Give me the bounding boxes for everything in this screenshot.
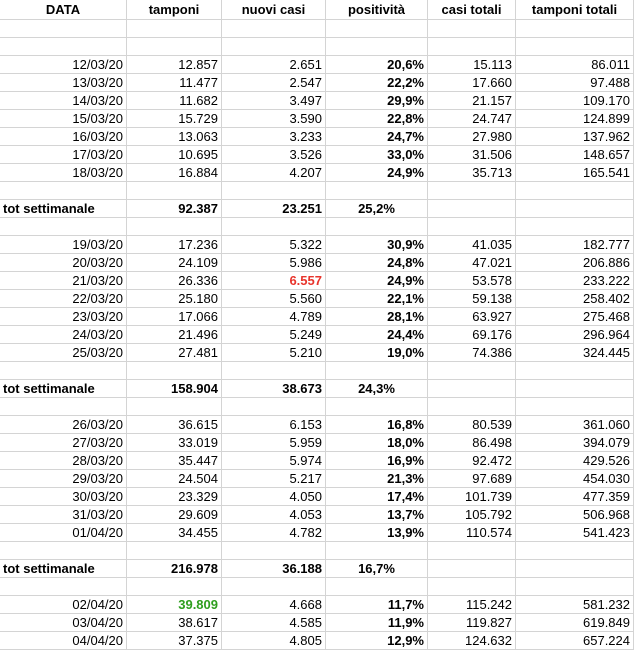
cell-casi-totali[interactable]: 105.792 xyxy=(428,506,516,524)
cell-tamponi[interactable]: 35.447 xyxy=(127,452,222,470)
cell-tamponi[interactable]: 15.729 xyxy=(127,110,222,128)
cell-blank[interactable] xyxy=(516,218,634,236)
cell-blank[interactable] xyxy=(516,182,634,200)
cell-date[interactable]: 12/03/20 xyxy=(0,56,127,74)
cell-blank[interactable] xyxy=(0,362,127,380)
cell-tamponi-totali[interactable]: 182.777 xyxy=(516,236,634,254)
cell-nuovi-casi[interactable]: 5.959 xyxy=(222,434,326,452)
cell-blank[interactable] xyxy=(428,182,516,200)
cell-tamponi-totali[interactable]: 581.232 xyxy=(516,596,634,614)
cell-date[interactable]: 16/03/20 xyxy=(0,128,127,146)
total-tamponi-totali[interactable] xyxy=(516,560,634,578)
total-nuovi-casi[interactable]: 38.673 xyxy=(222,380,326,398)
cell-nuovi-casi[interactable]: 2.547 xyxy=(222,74,326,92)
cell-casi-totali[interactable]: 31.506 xyxy=(428,146,516,164)
cell-tamponi[interactable]: 11.682 xyxy=(127,92,222,110)
cell-tamponi[interactable]: 39.809 xyxy=(127,596,222,614)
cell-blank[interactable] xyxy=(326,398,428,416)
cell-blank[interactable] xyxy=(0,38,127,56)
cell-tamponi[interactable]: 10.695 xyxy=(127,146,222,164)
cell-date[interactable]: 03/04/20 xyxy=(0,614,127,632)
cell-tamponi-totali[interactable]: 258.402 xyxy=(516,290,634,308)
total-tamponi-totali[interactable] xyxy=(516,380,634,398)
cell-tamponi[interactable]: 37.375 xyxy=(127,632,222,650)
cell-casi-totali[interactable]: 21.157 xyxy=(428,92,516,110)
cell-date[interactable]: 04/04/20 xyxy=(0,632,127,650)
cell-blank[interactable] xyxy=(516,398,634,416)
cell-tamponi[interactable]: 27.481 xyxy=(127,344,222,362)
cell-blank[interactable] xyxy=(326,218,428,236)
cell-nuovi-casi[interactable]: 3.590 xyxy=(222,110,326,128)
cell-blank[interactable] xyxy=(428,362,516,380)
cell-blank[interactable] xyxy=(428,578,516,596)
cell-tamponi[interactable]: 38.617 xyxy=(127,614,222,632)
cell-blank[interactable] xyxy=(127,362,222,380)
cell-blank[interactable] xyxy=(516,578,634,596)
cell-date[interactable]: 18/03/20 xyxy=(0,164,127,182)
cell-tamponi-totali[interactable]: 148.657 xyxy=(516,146,634,164)
cell-tamponi-totali[interactable]: 361.060 xyxy=(516,416,634,434)
cell-tamponi-totali[interactable]: 275.468 xyxy=(516,308,634,326)
total-positivita[interactable]: 25,2% xyxy=(326,200,428,218)
cell-casi-totali[interactable]: 35.713 xyxy=(428,164,516,182)
cell-positivita[interactable]: 22,1% xyxy=(326,290,428,308)
cell-blank[interactable] xyxy=(326,542,428,560)
cell-tamponi-totali[interactable]: 109.170 xyxy=(516,92,634,110)
cell-nuovi-casi[interactable]: 4.053 xyxy=(222,506,326,524)
header-casi-totali[interactable]: casi totali xyxy=(428,0,516,20)
total-casi-totali[interactable] xyxy=(428,380,516,398)
cell-blank[interactable] xyxy=(127,38,222,56)
cell-positivita[interactable]: 13,9% xyxy=(326,524,428,542)
cell-positivita[interactable]: 20,6% xyxy=(326,56,428,74)
cell-positivita[interactable]: 11,7% xyxy=(326,596,428,614)
cell-casi-totali[interactable]: 92.472 xyxy=(428,452,516,470)
cell-positivita[interactable]: 24,4% xyxy=(326,326,428,344)
cell-tamponi[interactable]: 17.066 xyxy=(127,308,222,326)
cell-positivita[interactable]: 24,7% xyxy=(326,128,428,146)
cell-blank[interactable] xyxy=(0,578,127,596)
cell-blank[interactable] xyxy=(127,182,222,200)
cell-nuovi-casi[interactable]: 4.789 xyxy=(222,308,326,326)
cell-blank[interactable] xyxy=(516,20,634,38)
cell-casi-totali[interactable]: 80.539 xyxy=(428,416,516,434)
cell-casi-totali[interactable]: 41.035 xyxy=(428,236,516,254)
cell-nuovi-casi[interactable]: 3.526 xyxy=(222,146,326,164)
cell-blank[interactable] xyxy=(0,542,127,560)
cell-positivita[interactable]: 11,9% xyxy=(326,614,428,632)
cell-date[interactable]: 21/03/20 xyxy=(0,272,127,290)
cell-blank[interactable] xyxy=(326,578,428,596)
cell-nuovi-casi[interactable]: 5.249 xyxy=(222,326,326,344)
cell-blank[interactable] xyxy=(127,578,222,596)
cell-casi-totali[interactable]: 27.980 xyxy=(428,128,516,146)
cell-tamponi-totali[interactable]: 97.488 xyxy=(516,74,634,92)
cell-tamponi[interactable]: 36.615 xyxy=(127,416,222,434)
cell-nuovi-casi[interactable]: 4.585 xyxy=(222,614,326,632)
cell-blank[interactable] xyxy=(516,38,634,56)
cell-tamponi-totali[interactable]: 506.968 xyxy=(516,506,634,524)
cell-blank[interactable] xyxy=(222,182,326,200)
cell-casi-totali[interactable]: 63.927 xyxy=(428,308,516,326)
cell-date[interactable]: 13/03/20 xyxy=(0,74,127,92)
cell-casi-totali[interactable]: 124.632 xyxy=(428,632,516,650)
cell-blank[interactable] xyxy=(222,542,326,560)
cell-blank[interactable] xyxy=(516,542,634,560)
total-positivita[interactable]: 16,7% xyxy=(326,560,428,578)
cell-tamponi-totali[interactable]: 429.526 xyxy=(516,452,634,470)
cell-tamponi[interactable]: 24.109 xyxy=(127,254,222,272)
cell-date[interactable]: 26/03/20 xyxy=(0,416,127,434)
total-tamponi[interactable]: 158.904 xyxy=(127,380,222,398)
cell-nuovi-casi[interactable]: 3.497 xyxy=(222,92,326,110)
cell-nuovi-casi[interactable]: 5.560 xyxy=(222,290,326,308)
cell-positivita[interactable]: 18,0% xyxy=(326,434,428,452)
cell-blank[interactable] xyxy=(127,20,222,38)
cell-tamponi-totali[interactable]: 394.079 xyxy=(516,434,634,452)
cell-positivita[interactable]: 24,8% xyxy=(326,254,428,272)
cell-nuovi-casi[interactable]: 4.668 xyxy=(222,596,326,614)
cell-blank[interactable] xyxy=(428,38,516,56)
cell-tamponi[interactable]: 11.477 xyxy=(127,74,222,92)
cell-positivita[interactable]: 24,9% xyxy=(326,272,428,290)
cell-casi-totali[interactable]: 15.113 xyxy=(428,56,516,74)
cell-positivita[interactable]: 22,2% xyxy=(326,74,428,92)
cell-tamponi-totali[interactable]: 541.423 xyxy=(516,524,634,542)
total-tamponi[interactable]: 92.387 xyxy=(127,200,222,218)
cell-positivita[interactable]: 21,3% xyxy=(326,470,428,488)
total-tamponi-totali[interactable] xyxy=(516,200,634,218)
total-casi-totali[interactable] xyxy=(428,200,516,218)
cell-tamponi-totali[interactable]: 137.962 xyxy=(516,128,634,146)
cell-date[interactable]: 02/04/20 xyxy=(0,596,127,614)
total-date[interactable]: tot settimanale xyxy=(0,200,127,218)
cell-tamponi[interactable]: 26.336 xyxy=(127,272,222,290)
cell-nuovi-casi[interactable]: 5.986 xyxy=(222,254,326,272)
cell-tamponi[interactable]: 23.329 xyxy=(127,488,222,506)
cell-positivita[interactable]: 19,0% xyxy=(326,344,428,362)
total-date[interactable]: tot settimanale xyxy=(0,560,127,578)
cell-tamponi[interactable]: 16.884 xyxy=(127,164,222,182)
cell-blank[interactable] xyxy=(222,38,326,56)
cell-nuovi-casi[interactable]: 4.207 xyxy=(222,164,326,182)
cell-tamponi[interactable]: 24.504 xyxy=(127,470,222,488)
cell-tamponi-totali[interactable]: 165.541 xyxy=(516,164,634,182)
cell-casi-totali[interactable]: 110.574 xyxy=(428,524,516,542)
cell-blank[interactable] xyxy=(222,578,326,596)
cell-blank[interactable] xyxy=(428,218,516,236)
cell-casi-totali[interactable]: 74.386 xyxy=(428,344,516,362)
cell-blank[interactable] xyxy=(516,362,634,380)
cell-nuovi-casi[interactable]: 4.805 xyxy=(222,632,326,650)
cell-casi-totali[interactable]: 59.138 xyxy=(428,290,516,308)
cell-blank[interactable] xyxy=(0,182,127,200)
cell-positivita[interactable]: 12,9% xyxy=(326,632,428,650)
cell-casi-totali[interactable]: 101.739 xyxy=(428,488,516,506)
total-tamponi[interactable]: 216.978 xyxy=(127,560,222,578)
cell-blank[interactable] xyxy=(326,182,428,200)
cell-blank[interactable] xyxy=(222,218,326,236)
cell-casi-totali[interactable]: 24.747 xyxy=(428,110,516,128)
cell-blank[interactable] xyxy=(0,20,127,38)
cell-positivita[interactable]: 28,1% xyxy=(326,308,428,326)
cell-tamponi[interactable]: 34.455 xyxy=(127,524,222,542)
cell-date[interactable]: 25/03/20 xyxy=(0,344,127,362)
cell-casi-totali[interactable]: 86.498 xyxy=(428,434,516,452)
cell-blank[interactable] xyxy=(127,542,222,560)
cell-tamponi-totali[interactable]: 477.359 xyxy=(516,488,634,506)
header-tamponi-totali[interactable]: tamponi totali xyxy=(516,0,634,20)
cell-blank[interactable] xyxy=(0,398,127,416)
cell-date[interactable]: 14/03/20 xyxy=(0,92,127,110)
cell-positivita[interactable]: 22,8% xyxy=(326,110,428,128)
cell-nuovi-casi[interactable]: 5.322 xyxy=(222,236,326,254)
cell-positivita[interactable]: 24,9% xyxy=(326,164,428,182)
cell-nuovi-casi[interactable]: 2.651 xyxy=(222,56,326,74)
cell-blank[interactable] xyxy=(428,20,516,38)
cell-tamponi[interactable]: 17.236 xyxy=(127,236,222,254)
cell-tamponi[interactable]: 12.857 xyxy=(127,56,222,74)
cell-date[interactable]: 31/03/20 xyxy=(0,506,127,524)
cell-blank[interactable] xyxy=(222,398,326,416)
cell-blank[interactable] xyxy=(127,218,222,236)
cell-blank[interactable] xyxy=(127,398,222,416)
cell-tamponi-totali[interactable]: 206.886 xyxy=(516,254,634,272)
cell-casi-totali[interactable]: 53.578 xyxy=(428,272,516,290)
cell-nuovi-casi[interactable]: 6.557 xyxy=(222,272,326,290)
cell-nuovi-casi[interactable]: 4.050 xyxy=(222,488,326,506)
cell-date[interactable]: 23/03/20 xyxy=(0,308,127,326)
cell-date[interactable]: 20/03/20 xyxy=(0,254,127,272)
cell-blank[interactable] xyxy=(326,38,428,56)
total-positivita[interactable]: 24,3% xyxy=(326,380,428,398)
cell-positivita[interactable]: 16,9% xyxy=(326,452,428,470)
cell-positivita[interactable]: 16,8% xyxy=(326,416,428,434)
cell-positivita[interactable]: 30,9% xyxy=(326,236,428,254)
cell-date[interactable]: 01/04/20 xyxy=(0,524,127,542)
cell-casi-totali[interactable]: 119.827 xyxy=(428,614,516,632)
cell-tamponi-totali[interactable]: 619.849 xyxy=(516,614,634,632)
cell-casi-totali[interactable]: 97.689 xyxy=(428,470,516,488)
cell-tamponi-totali[interactable]: 124.899 xyxy=(516,110,634,128)
header-tamponi[interactable]: tamponi xyxy=(127,0,222,20)
total-nuovi-casi[interactable]: 23.251 xyxy=(222,200,326,218)
cell-tamponi[interactable]: 13.063 xyxy=(127,128,222,146)
cell-date[interactable]: 30/03/20 xyxy=(0,488,127,506)
cell-positivita[interactable]: 13,7% xyxy=(326,506,428,524)
cell-blank[interactable] xyxy=(326,20,428,38)
cell-casi-totali[interactable]: 115.242 xyxy=(428,596,516,614)
header-nuovi-casi[interactable]: nuovi casi xyxy=(222,0,326,20)
cell-casi-totali[interactable]: 17.660 xyxy=(428,74,516,92)
cell-blank[interactable] xyxy=(428,542,516,560)
cell-nuovi-casi[interactable]: 4.782 xyxy=(222,524,326,542)
cell-tamponi[interactable]: 25.180 xyxy=(127,290,222,308)
cell-tamponi[interactable]: 21.496 xyxy=(127,326,222,344)
cell-date[interactable]: 19/03/20 xyxy=(0,236,127,254)
cell-nuovi-casi[interactable]: 5.974 xyxy=(222,452,326,470)
cell-nuovi-casi[interactable]: 6.153 xyxy=(222,416,326,434)
cell-positivita[interactable]: 29,9% xyxy=(326,92,428,110)
cell-nuovi-casi[interactable]: 3.233 xyxy=(222,128,326,146)
cell-date[interactable]: 29/03/20 xyxy=(0,470,127,488)
cell-blank[interactable] xyxy=(326,362,428,380)
cell-date[interactable]: 28/03/20 xyxy=(0,452,127,470)
cell-blank[interactable] xyxy=(0,218,127,236)
cell-tamponi[interactable]: 29.609 xyxy=(127,506,222,524)
cell-date[interactable]: 15/03/20 xyxy=(0,110,127,128)
cell-tamponi-totali[interactable]: 233.222 xyxy=(516,272,634,290)
cell-date[interactable]: 17/03/20 xyxy=(0,146,127,164)
cell-casi-totali[interactable]: 47.021 xyxy=(428,254,516,272)
total-casi-totali[interactable] xyxy=(428,560,516,578)
cell-tamponi-totali[interactable]: 324.445 xyxy=(516,344,634,362)
cell-date[interactable]: 24/03/20 xyxy=(0,326,127,344)
cell-date[interactable]: 22/03/20 xyxy=(0,290,127,308)
cell-casi-totali[interactable]: 69.176 xyxy=(428,326,516,344)
cell-tamponi[interactable]: 33.019 xyxy=(127,434,222,452)
cell-positivita[interactable]: 17,4% xyxy=(326,488,428,506)
header-date[interactable]: DATA xyxy=(0,0,127,20)
cell-nuovi-casi[interactable]: 5.217 xyxy=(222,470,326,488)
cell-blank[interactable] xyxy=(428,398,516,416)
cell-tamponi-totali[interactable]: 86.011 xyxy=(516,56,634,74)
total-nuovi-casi[interactable]: 36.188 xyxy=(222,560,326,578)
cell-tamponi-totali[interactable]: 296.964 xyxy=(516,326,634,344)
cell-blank[interactable] xyxy=(222,20,326,38)
cell-tamponi-totali[interactable]: 454.030 xyxy=(516,470,634,488)
header-positivita[interactable]: positività xyxy=(326,0,428,20)
cell-positivita[interactable]: 33,0% xyxy=(326,146,428,164)
cell-date[interactable]: 27/03/20 xyxy=(0,434,127,452)
cell-nuovi-casi[interactable]: 5.210 xyxy=(222,344,326,362)
cell-tamponi-totali[interactable]: 657.224 xyxy=(516,632,634,650)
total-date[interactable]: tot settimanale xyxy=(0,380,127,398)
cell-blank[interactable] xyxy=(222,362,326,380)
